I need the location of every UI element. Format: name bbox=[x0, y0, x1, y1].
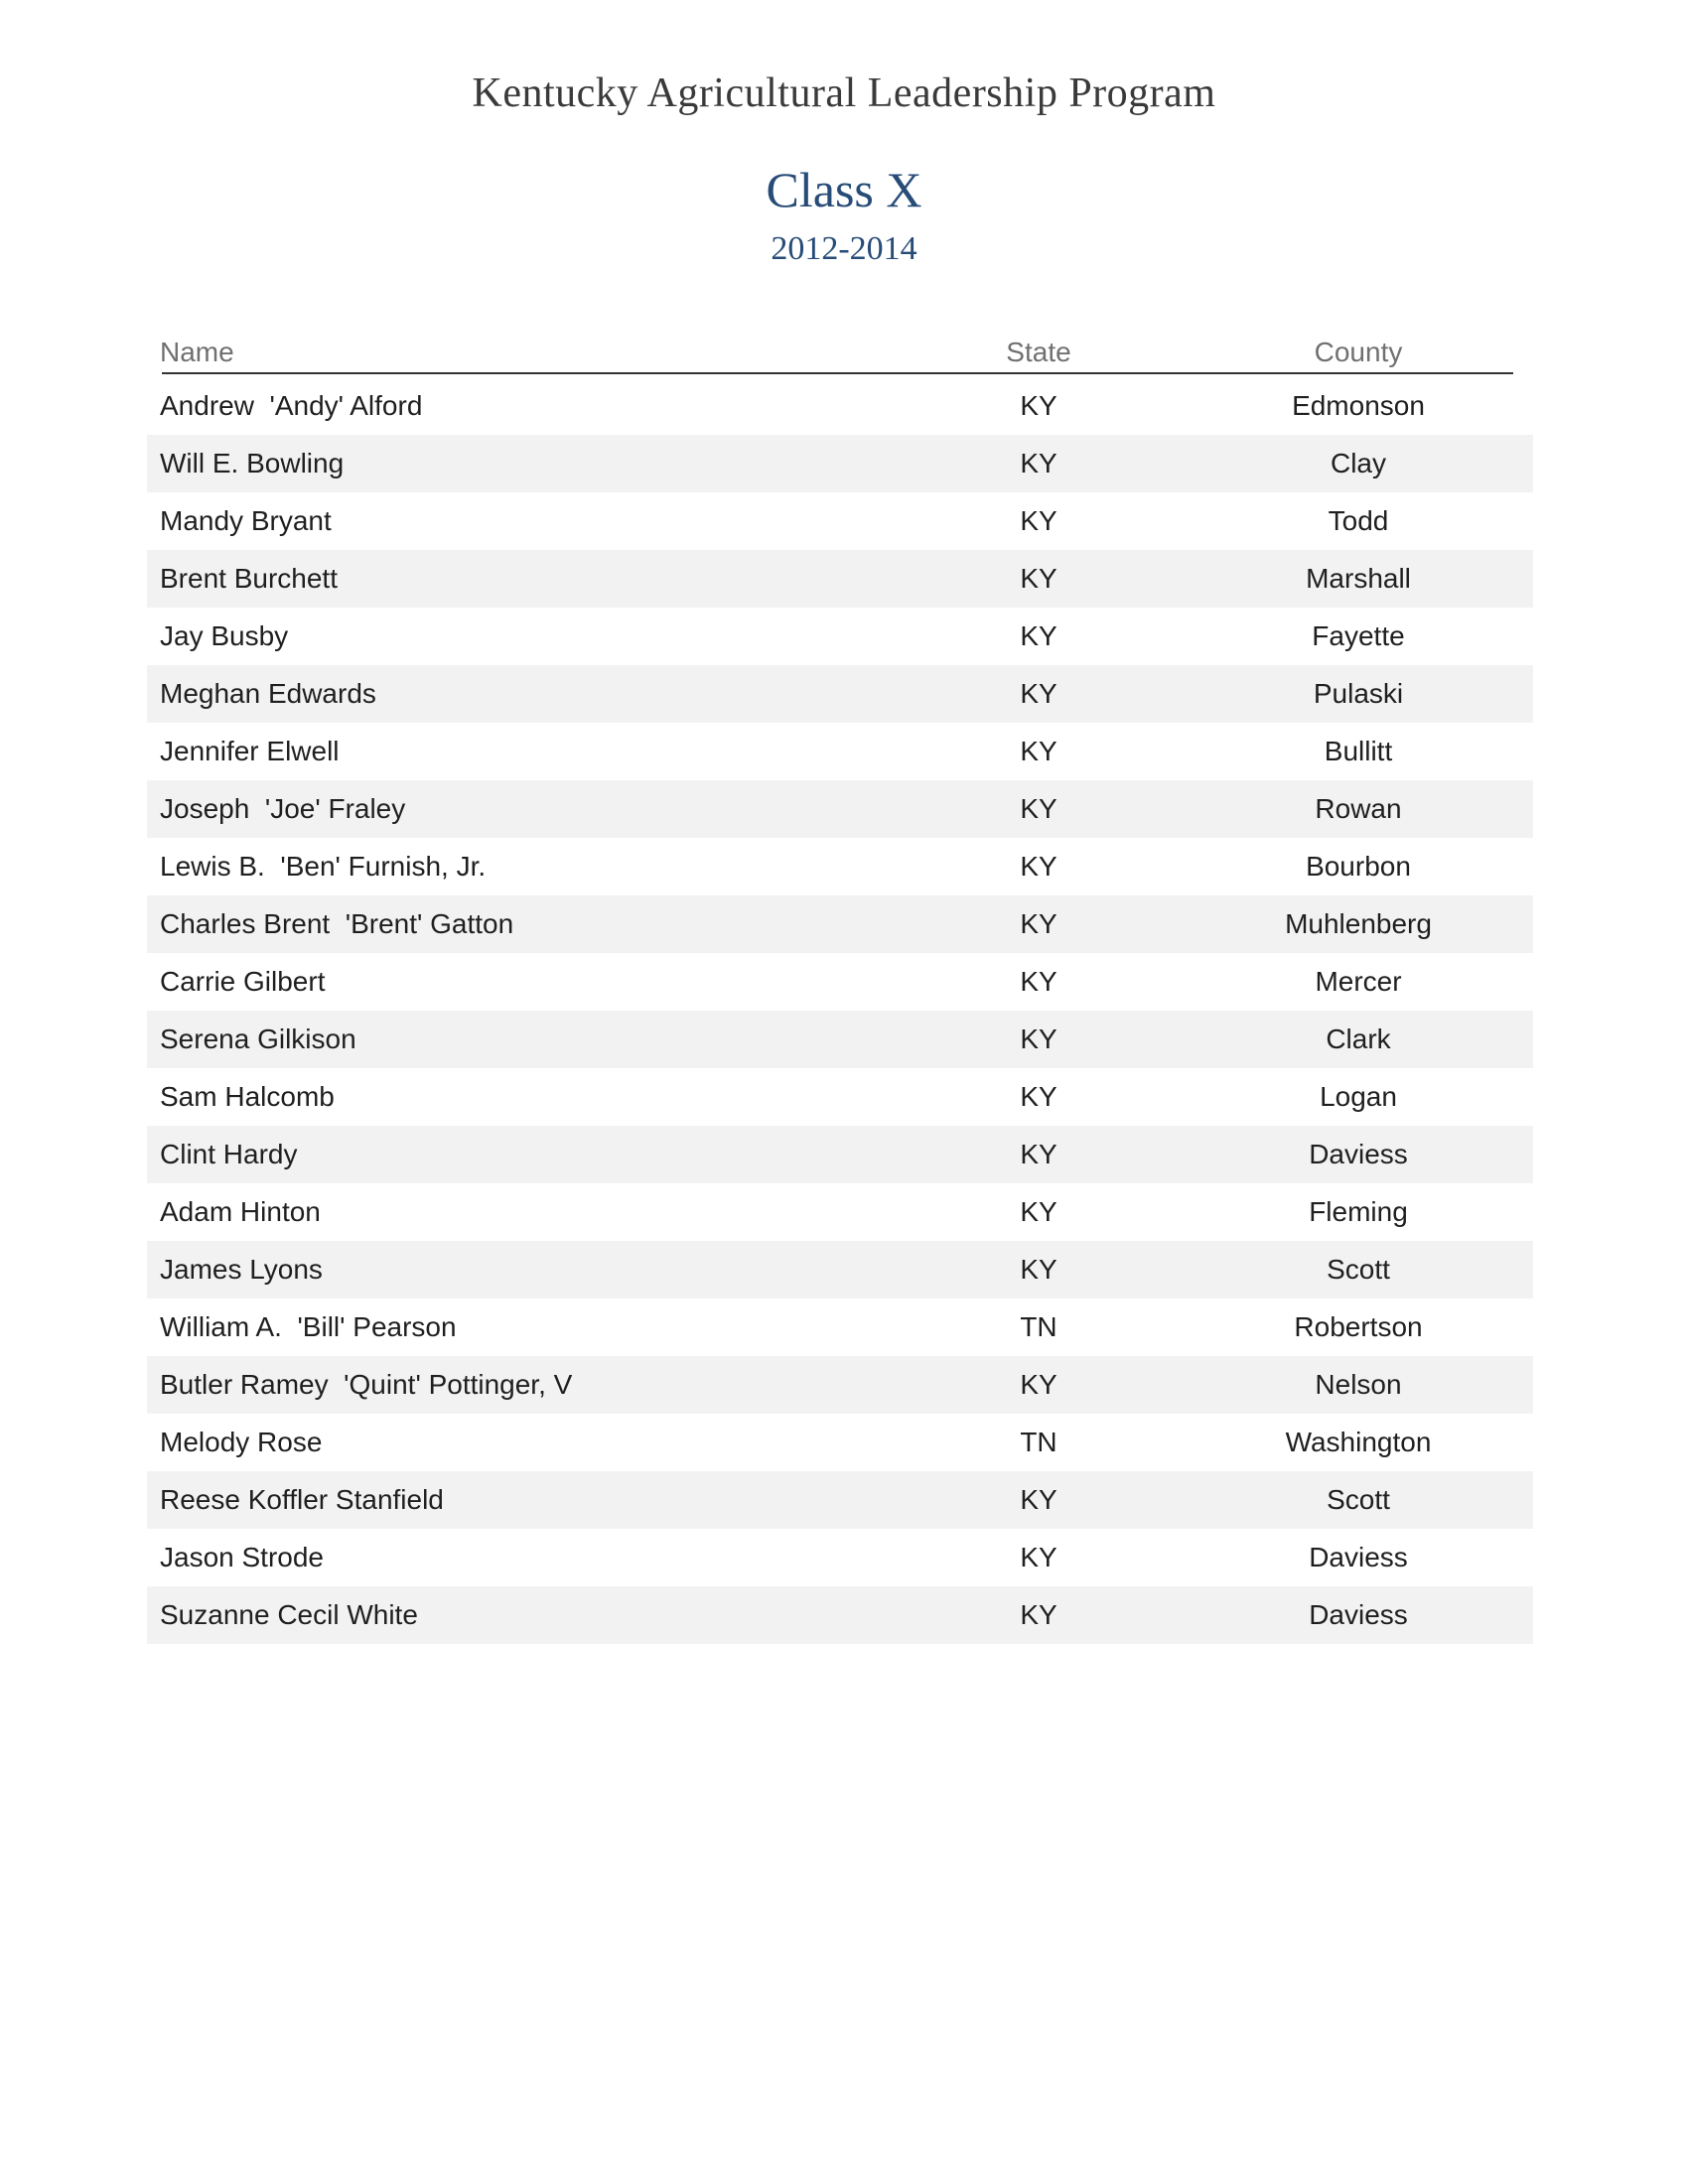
table-row bbox=[147, 377, 1533, 435]
table-row bbox=[147, 895, 1533, 953]
member-state: KY bbox=[1020, 1542, 1057, 1572]
table-row bbox=[147, 1126, 1533, 1183]
table-row bbox=[147, 1241, 1533, 1298]
table-row bbox=[147, 1183, 1533, 1241]
member-state: TN bbox=[1020, 1311, 1057, 1342]
member-county: Bourbon bbox=[1306, 851, 1411, 882]
member-state: KY bbox=[1020, 390, 1057, 421]
member-name: Serena Gilkison bbox=[160, 1024, 356, 1054]
class-title: Class X bbox=[766, 162, 922, 217]
table-row bbox=[147, 1529, 1533, 1586]
member-county: Clark bbox=[1326, 1024, 1391, 1054]
member-county: Todd bbox=[1328, 505, 1389, 536]
member-state: KY bbox=[1020, 505, 1057, 536]
member-name: Andrew 'Andy' Alford bbox=[160, 390, 423, 421]
member-state: TN bbox=[1020, 1427, 1057, 1457]
member-name: Clint Hardy bbox=[160, 1139, 298, 1169]
member-county: Rowan bbox=[1315, 793, 1402, 824]
member-name: James Lyons bbox=[160, 1254, 323, 1285]
table-row bbox=[147, 435, 1533, 492]
roster-table bbox=[147, 333, 1533, 1644]
member-state: KY bbox=[1020, 1081, 1057, 1112]
member-county: Marshall bbox=[1306, 563, 1411, 594]
table-header bbox=[162, 333, 1513, 374]
member-name: Suzanne Cecil White bbox=[160, 1599, 418, 1630]
member-name: Sam Halcomb bbox=[160, 1081, 335, 1112]
member-name: Meghan Edwards bbox=[160, 678, 376, 709]
table-row bbox=[147, 1356, 1533, 1414]
member-name: Lewis B. 'Ben' Furnish, Jr. bbox=[160, 851, 487, 882]
member-county: Mercer bbox=[1315, 966, 1402, 997]
table-row bbox=[147, 1586, 1533, 1644]
member-state: KY bbox=[1020, 448, 1057, 478]
member-name: Brent Burchett bbox=[160, 563, 338, 594]
member-name: Mandy Bryant bbox=[160, 505, 332, 536]
member-state: KY bbox=[1020, 851, 1057, 882]
member-state: KY bbox=[1020, 678, 1057, 709]
table-row bbox=[147, 1471, 1533, 1529]
member-name: William A. 'Bill' Pearson bbox=[160, 1311, 457, 1342]
member-state: KY bbox=[1020, 908, 1057, 939]
table-row bbox=[147, 608, 1533, 665]
member-county: Fayette bbox=[1312, 620, 1405, 651]
table-body bbox=[147, 377, 1533, 1644]
member-state: KY bbox=[1020, 736, 1057, 766]
member-name: Jennifer Elwell bbox=[160, 736, 340, 766]
member-name: Will E. Bowling bbox=[160, 448, 345, 478]
table-row bbox=[147, 723, 1533, 780]
member-name: Adam Hinton bbox=[160, 1196, 321, 1227]
member-name: Jason Strode bbox=[160, 1542, 324, 1572]
member-state: KY bbox=[1020, 1254, 1057, 1285]
member-county: Daviess bbox=[1309, 1139, 1408, 1169]
member-county: Clay bbox=[1330, 448, 1386, 478]
member-state: KY bbox=[1020, 1196, 1057, 1227]
member-county: Daviess bbox=[1309, 1542, 1408, 1572]
member-county: Nelson bbox=[1315, 1369, 1402, 1400]
table-row bbox=[147, 1068, 1533, 1126]
member-name: Jay Busby bbox=[160, 620, 289, 651]
table-row bbox=[147, 1011, 1533, 1068]
member-state: KY bbox=[1020, 1599, 1057, 1630]
table-row bbox=[147, 953, 1533, 1011]
member-state: KY bbox=[1020, 563, 1057, 594]
column-header-county: County bbox=[1314, 337, 1403, 367]
table-row bbox=[147, 492, 1533, 550]
member-name: Charles Brent 'Brent' Gatton bbox=[160, 908, 514, 939]
member-state: KY bbox=[1020, 1024, 1057, 1054]
member-county: Edmonson bbox=[1292, 390, 1425, 421]
table-row bbox=[147, 550, 1533, 608]
member-county: Daviess bbox=[1309, 1599, 1408, 1630]
member-state: KY bbox=[1020, 620, 1057, 651]
table-row bbox=[147, 780, 1533, 838]
class-years: 2012-2014 bbox=[771, 230, 917, 267]
member-county: Washington bbox=[1285, 1427, 1432, 1457]
table-row bbox=[147, 1414, 1533, 1471]
member-name: Butler Ramey 'Quint' Pottinger, V bbox=[160, 1369, 573, 1400]
member-county: Fleming bbox=[1309, 1196, 1408, 1227]
member-name: Melody Rose bbox=[160, 1427, 323, 1457]
column-header-state: State bbox=[1006, 337, 1071, 367]
member-county: Scott bbox=[1327, 1254, 1390, 1285]
member-name: Carrie Gilbert bbox=[160, 966, 326, 997]
member-county: Muhlenberg bbox=[1285, 908, 1432, 939]
member-state: KY bbox=[1020, 1369, 1057, 1400]
member-county: Robertson bbox=[1294, 1311, 1423, 1342]
member-name: Reese Koffler Stanfield bbox=[160, 1484, 444, 1515]
member-state: KY bbox=[1020, 966, 1057, 997]
member-county: Pulaski bbox=[1313, 678, 1404, 709]
member-county: Logan bbox=[1320, 1081, 1397, 1112]
organization-title: Kentucky Agricultural Leadership Program bbox=[472, 70, 1216, 116]
member-county: Bullitt bbox=[1324, 736, 1393, 766]
member-county: Scott bbox=[1327, 1484, 1390, 1515]
member-state: KY bbox=[1020, 793, 1057, 824]
member-name: Joseph 'Joe' Fraley bbox=[160, 793, 406, 824]
table-row bbox=[147, 1298, 1533, 1356]
table-row bbox=[147, 665, 1533, 723]
column-header-name: Name bbox=[160, 337, 234, 367]
member-state: KY bbox=[1020, 1139, 1057, 1169]
table-row bbox=[147, 838, 1533, 895]
member-state: KY bbox=[1020, 1484, 1057, 1515]
